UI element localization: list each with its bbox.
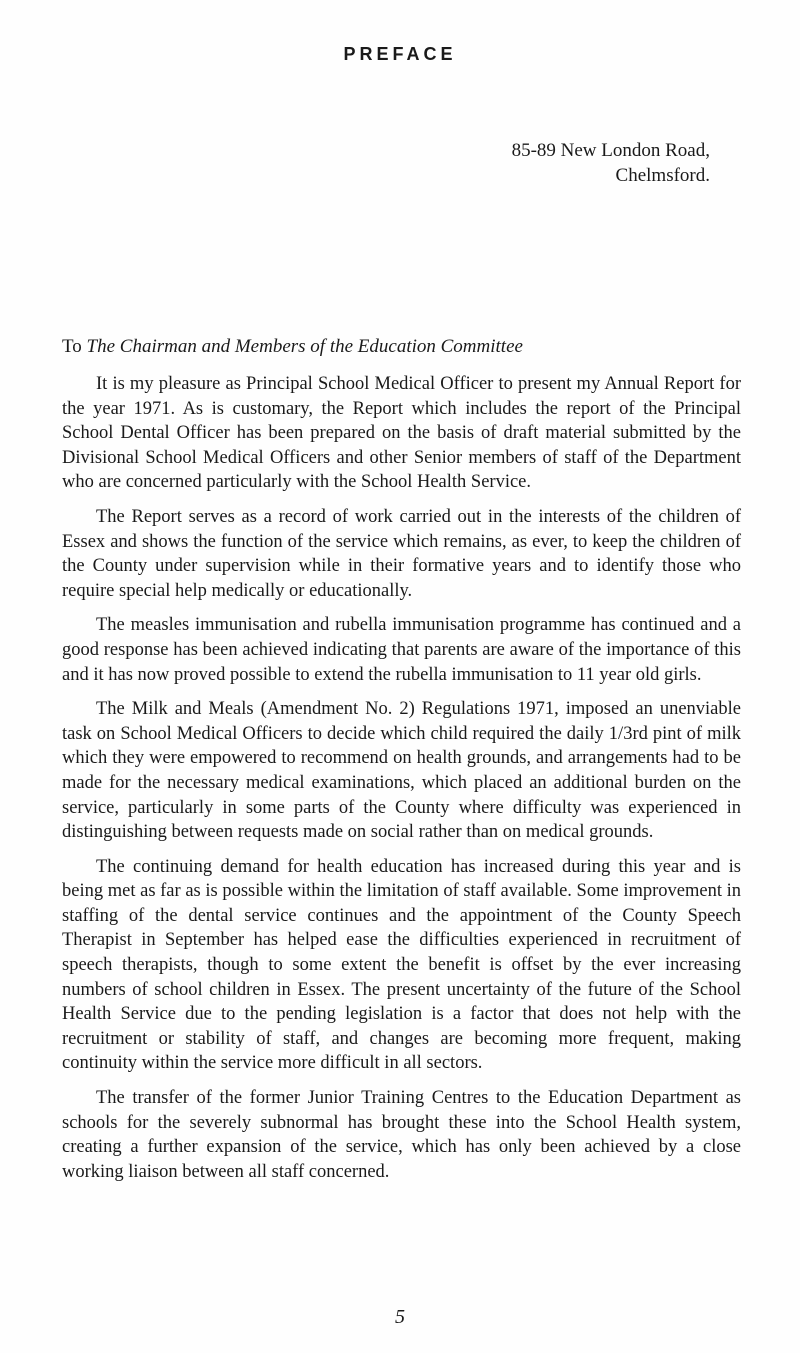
paragraph: The transfer of the former Junior Training Centres to the Education Department as schools for the severely subnormal has brought these into the School Health system, creating a further expansion of the service, which has only been achieved by a close working liaison between all staff concerned. [62,1088,741,1182]
sender-address [512,138,710,188]
salutation-prefix: To [62,336,87,357]
salutation [62,336,523,358]
paragraph: It is my pleasure as Principal School Medical Officer to present my Annual Report for the year 1971. As is customary, the Report which includes the report of the Principal School Dental Officer has been prepared on the basis of draft material submitted by the Divisional School Medical Officers and other Senior members of staff of the Department who are concerned particularly with the School Health Service. [62,374,741,493]
address-line-2: Chelmsford. [615,165,710,186]
page-number: 5 [395,1306,405,1328]
paragraph: The Milk and Meals (Amendment No. 2) Regulations 1971, imposed an unenviable task on School Medical Officers to decide which child required the daily 1/3rd pint of milk which they were empowered to recommend on health grounds, and arrangements had to be made for the necessary medical examinations, which placed an additional burden on the service, particularly in some parts of the County where difficulty was experienced in distinguishing between requests made on social rather than on medical grounds. [62,699,741,843]
paragraph: The Report serves as a record of work carried out in the interests of the children of Essex and shows the function of the service which remains, as ever, to keep the children of the County under supervision while in their formative years and to identify those who require special help medically or educationally. [62,506,741,601]
address-line-1: 85-89 New London Road, [511,140,710,161]
paragraph: The measles immunisation and rubella immunisation programme has continued and a good response has been achieved indicating that parents are aware of the importance of this and it has now proved possible to extend the rubella immunisation to 11 year old girls. [62,615,741,685]
paragraph: The continuing demand for health education has increased during this year and is being met as far as is possible within the limitation of staff available. Some improvement in staffing of the dental service continues and the appointment of the County Speech Therapist in September has helped ease the difficulties experienced in recruitment of speech therapists, though to some extent the benefit is offset by the ever increasing numbers of school children in Essex. The present uncertainty of the future of the School Health Service due to the pending legislation is a factor that does not help with the recruitment or stability of staff, and changes are becoming more frequent, making continuity within the service more difficult in all sectors. [62,856,741,1074]
letter-body [62,372,741,1194]
salutation-addressee: The Chairman and Members of the Education Committee [86,336,523,357]
page-title: PREFACE [343,44,457,64]
